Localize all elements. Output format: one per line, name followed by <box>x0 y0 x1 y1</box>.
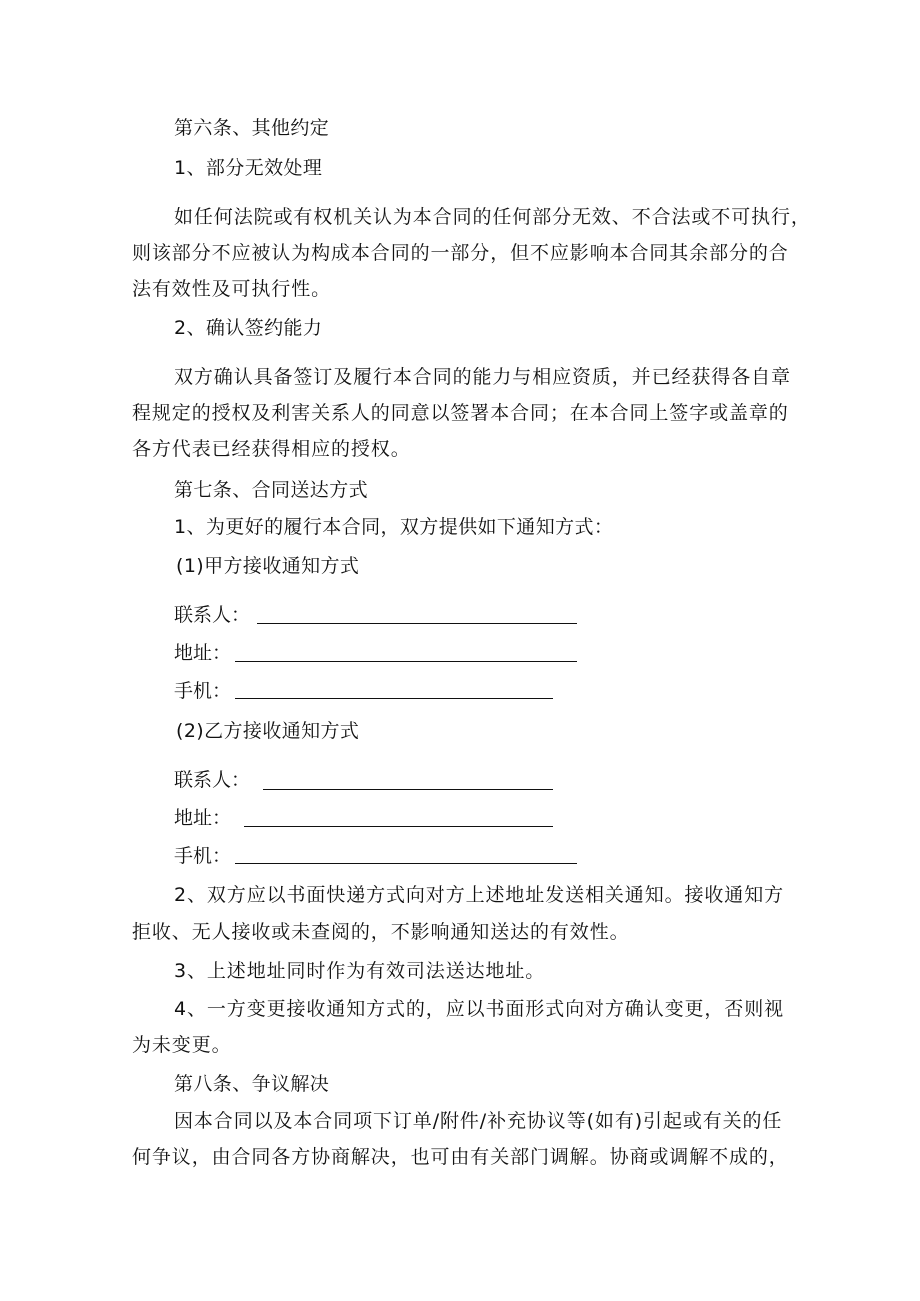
party-b-notice-title: (2)乙方接收通知方式 <box>176 720 360 742</box>
section-6-item-2-title: 2、确认签约能力 <box>174 317 323 339</box>
contact-blank-line <box>263 789 553 790</box>
section-6-item-1-title: 1、部分无效处理 <box>174 157 323 179</box>
paragraph-line: 何争议，由合同各方协商解决，也可由有关部门调解。协商或调解不成的， <box>132 1146 789 1168</box>
paragraph-line: 各方代表已经获得相应的授权。 <box>132 438 411 460</box>
paragraph-line: 程规定的授权及利害关系人的同意以签署本合同；在本合同上签字或盖章的 <box>132 402 789 424</box>
phone-label: 手机： <box>174 680 232 702</box>
section-7-heading: 第七条、合同送达方式 <box>174 479 369 501</box>
contact-blank-line <box>257 623 577 624</box>
address-blank-line <box>244 826 553 827</box>
section-7-item-3: 3、上述地址同时作为有效司法送达地址。 <box>174 960 546 982</box>
paragraph-line: 为未变更。 <box>132 1034 232 1056</box>
contact-label: 联系人： <box>174 769 251 791</box>
paragraph-line: 双方确认具备签订及履行本合同的能力与相应资质，并已经获得各自章 <box>174 366 791 388</box>
paragraph-line: 则该部分不应被认为构成本合同的一部分，但不应影响本合同其余部分的合 <box>132 242 789 264</box>
section-7-item-1: 1、为更好的履行本合同，双方提供如下通知方式： <box>174 516 614 538</box>
phone-blank-line <box>235 698 553 699</box>
address-label: 地址： <box>174 807 232 829</box>
paragraph-line: 法有效性及可执行性。 <box>132 278 332 300</box>
paragraph-line: 2、双方应以书面快递方式向对方上述地址发送相关通知。接收通知方 <box>174 884 784 906</box>
address-blank-line <box>235 661 577 662</box>
paragraph-line: 4、一方变更接收通知方式的，应以书面形式向对方确认变更，否则视 <box>174 998 784 1020</box>
address-label: 地址： <box>174 642 232 664</box>
paragraph-line: 拒收、无人接收或未查阅的，不影响通知送达的有效性。 <box>132 921 630 943</box>
paragraph-line: 如任何法院或有权机关认为本合同的任何部分无效、不合法或不可执行， <box>174 206 811 228</box>
phone-blank-line <box>235 863 577 864</box>
party-a-notice-title: (1)甲方接收通知方式 <box>176 555 360 577</box>
contact-label: 联系人： <box>174 604 251 626</box>
paragraph-line: 因本合同以及本合同项下订单/附件/补充协议等(如有)引起或有关的任 <box>174 1110 783 1132</box>
section-6-heading: 第六条、其他约定 <box>174 117 330 139</box>
section-8-heading: 第八条、争议解决 <box>174 1073 330 1095</box>
phone-label: 手机： <box>174 845 232 867</box>
